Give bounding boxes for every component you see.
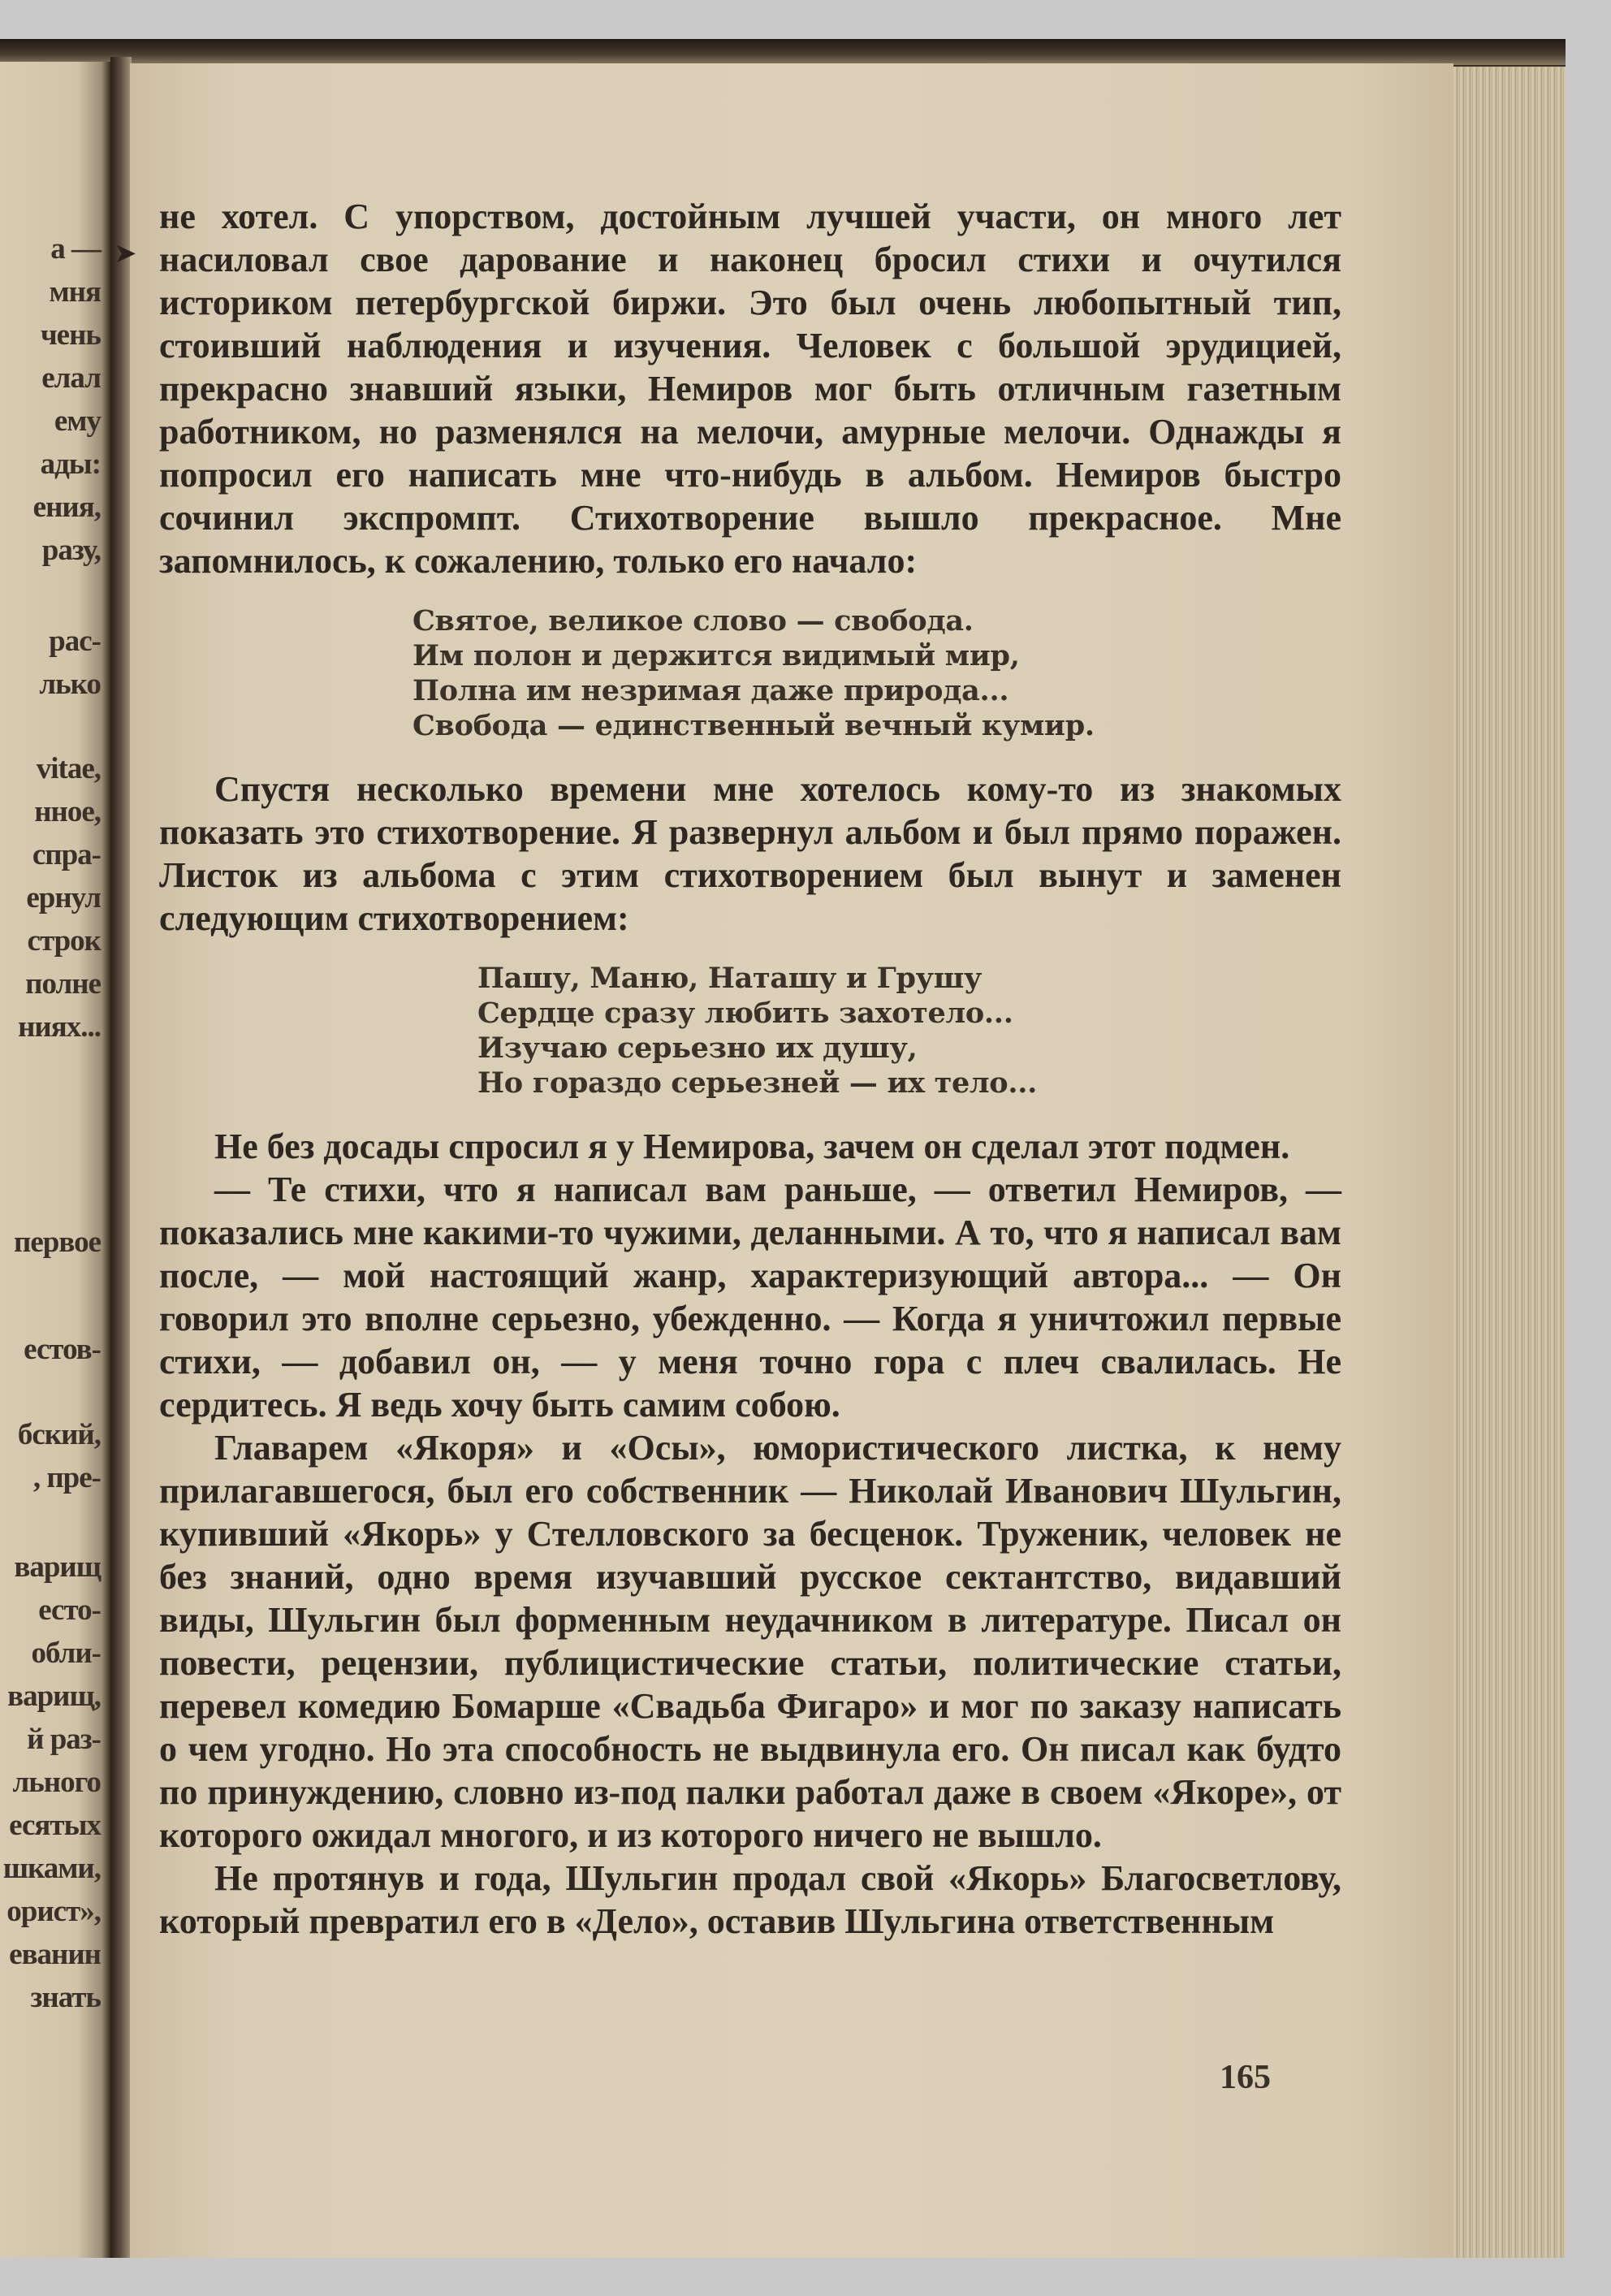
left-page-fragment: ернул	[26, 881, 101, 915]
poem-line: Святое, великое слово — свобода.	[412, 604, 974, 638]
paragraph: Главарем «Якоря» и «Осы», юмористического листка, к нему прилагавшегося, был его собственник — Николай Иванович Шульгин, купивший «Якорь» у Стелловского за бесценок. Труженик, человек не без знаний, одно время изучавший русское сектантство, видавший виды, Шульгин был форменным неудачником в литературе. Писал он повести, рецензии, публицистические статьи, политические статьи, перевел комедию Бомарше «Свадьба Фигаро» и мог по заказу написать о чем угодно. Но эта способность не выдвинула его. Он писал как будто по принуждению, словно из-под палки работал даже в своем «Якоре», от которого ожидал многого, и из которого ничего не вышло.	[159, 1428, 1341, 1855]
left-page-fragment: бский,	[17, 1418, 101, 1451]
left-page-fragment: есто-	[38, 1593, 101, 1627]
left-page-fragment: полне	[25, 967, 101, 1001]
left-page-fragment: шками,	[2, 1852, 101, 1885]
left-page-fragment: а —	[50, 232, 101, 266]
left-page-fragment: есятых	[9, 1809, 101, 1842]
page-number: 165	[1220, 2059, 1271, 2096]
left-page-fragment: варищ	[14, 1550, 101, 1584]
left-page-fragment: льного	[12, 1766, 101, 1799]
left-page-fragment: ения,	[32, 491, 101, 524]
poem-line: Полна им незримая даже природа...	[412, 674, 1009, 707]
poem-line: Им полон и держится видимый мир,	[412, 639, 1020, 672]
left-page-fragment: естов-	[24, 1333, 101, 1366]
left-page-fragment: разу,	[41, 534, 101, 567]
poem-line: Изучаю серьезно их душу,	[477, 1031, 918, 1065]
left-page-fragment: лько	[39, 668, 101, 701]
paragraph: — Те стихи, что я написал вам раньше, — ответил Немиров, — показались мне какими-то чужими, деланными. А то, что я написал вам после, — мой настоящий жанр, характеризующий автора... — Он говорил это вполне серьезно, убежденно. — Когда я уничтожил первые стихи, — добавил он, — у меня точно гора с плеч свалилась. Не сердитесь. Я ведь хочу быть самим собою.	[159, 1170, 1341, 1425]
margin-arrow-icon: ➤	[114, 237, 137, 270]
book-top-edge	[0, 39, 1566, 65]
left-page-fragment: ему	[54, 404, 101, 438]
poem-second	[159, 961, 1341, 1100]
left-page-fragment: чень	[40, 318, 101, 352]
left-page-fragment: знать	[30, 1981, 101, 2014]
left-page-fragment: ниях...	[18, 1010, 101, 1044]
poem-line: Свобода — единственный вечный кумир.	[412, 709, 1095, 742]
left-page-fragment: обли-	[31, 1637, 101, 1670]
poem-first	[159, 603, 1341, 743]
left-page-fragment: спра-	[32, 838, 101, 871]
left-page-fragment: й раз-	[27, 1723, 101, 1756]
paragraph: Не без досады спросил я у Немирова, зачем он сделал этот подмен.	[214, 1126, 1290, 1166]
left-page-fragment: строк	[27, 924, 101, 958]
left-page-fragment: мня	[49, 275, 101, 309]
left-page-fragment: орист»,	[6, 1895, 101, 1928]
book-spine	[110, 57, 132, 2258]
paragraph: Спустя несколько времени мне хотелось кому-то из знакомых показать это стихотворение. Я развернул альбом и был прямо поражен. Листок из альбома с этим стихотворением был вынут и заменен следующим стихотворением:	[159, 769, 1341, 938]
left-page-edge	[0, 62, 110, 2258]
left-page-fragment: еванин	[9, 1938, 101, 1971]
left-page-fragment: варищ,	[7, 1680, 101, 1713]
left-page-fragment: нное,	[34, 795, 101, 828]
paragraph: не хотел. С упорством, достойным лучшей участи, он много лет насиловал свое дарование и наконец бросил стихи и очутился историком петербургской биржи. Это был очень любопытный тип, стоивший наблюдения и изучения. Человек с большой эрудицией, прекрасно знавший языки, Немиров мог быть отличным газетным работником, но разменялся на мелочи, амурные мелочи. Однажды я попросил его написать мне что-нибудь в альбом. Немиров быстро сочинил экспромпт. Стихотворение вышло прекрасное. Мне запомнилось, к сожалению, только его начало:	[159, 197, 1341, 581]
left-page-fragment: рас-	[49, 625, 101, 658]
page-body	[159, 195, 1341, 1943]
poem-line: Сердце сразу любить захотело...	[477, 997, 1013, 1030]
page-stack-edges	[1453, 67, 1566, 2258]
poem-line: Но гораздо серьезней — их тело...	[477, 1066, 1038, 1100]
paragraph: Не протянув и года, Шульгин продал свой «Якорь» Благосветлову, который превратил его в «Дело», оставив Шульгина ответственным	[159, 1858, 1341, 1941]
left-page-fragment: первое	[14, 1226, 101, 1259]
left-page-fragment: ады:	[40, 448, 101, 481]
left-page-fragment: , пре-	[32, 1461, 101, 1494]
left-page-fragment: елал	[41, 361, 101, 395]
left-page-fragment: vitae,	[36, 752, 101, 785]
poem-line: Пашу, Маню, Наташу и Грушу	[477, 962, 983, 995]
